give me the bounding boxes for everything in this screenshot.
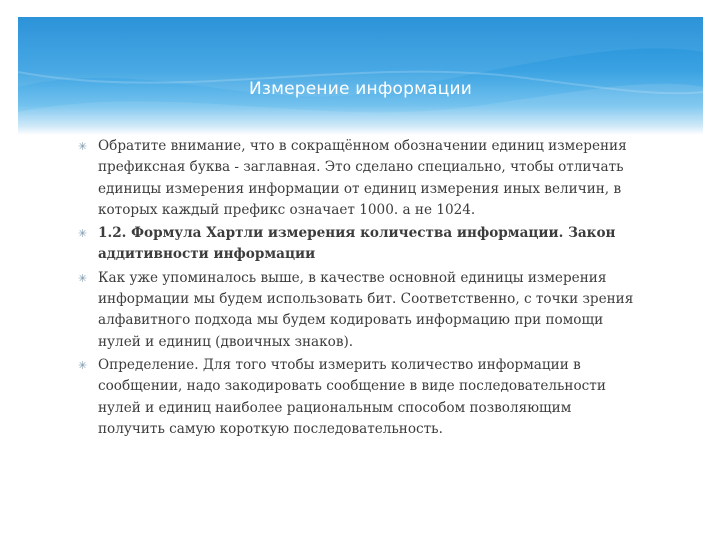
title-banner	[18, 17, 703, 135]
wave-decoration	[18, 17, 703, 135]
page-title: Измерение информации	[248, 79, 473, 99]
asterisk-bullet-icon: ✳	[78, 227, 88, 241]
item-text: Как уже упоминалось выше, в качестве основной единицы измерения информации мы будем использовать бит. Соответственно, с точки зрения алфавитного подхода мы будем кодировать информацию при помощи нулей и единиц (двоичных знаков).	[98, 269, 634, 350]
item-text: Обратите внимание, что в сокращённом обозначении единиц измерения префиксная буква - заглавная. Это сделано специально, чтобы отличать единицы измерения информации от единиц измерения иных величин, в которых каждый префикс означает 1000. а не 1024.	[98, 138, 627, 218]
list-item	[78, 355, 638, 440]
list-item	[78, 268, 638, 353]
asterisk-bullet-icon: ✳	[78, 271, 88, 285]
asterisk-bullet-icon: ✳	[78, 140, 88, 153]
section-heading: 1.2. Формула Хартли измерения количества информации. Закон аддитивности информации	[98, 225, 616, 263]
list-item	[78, 136, 638, 221]
bullet-list	[78, 136, 638, 442]
item-text: Определение. Для того чтобы измерить количество информации в сообщении, надо закодировать сообщение в виде последовательности нулей и единиц наиболее рациональным способом позволяющим получить самую короткую последовательность.	[98, 356, 606, 437]
asterisk-bullet-icon: ✳	[78, 358, 88, 372]
list-item	[78, 223, 638, 266]
